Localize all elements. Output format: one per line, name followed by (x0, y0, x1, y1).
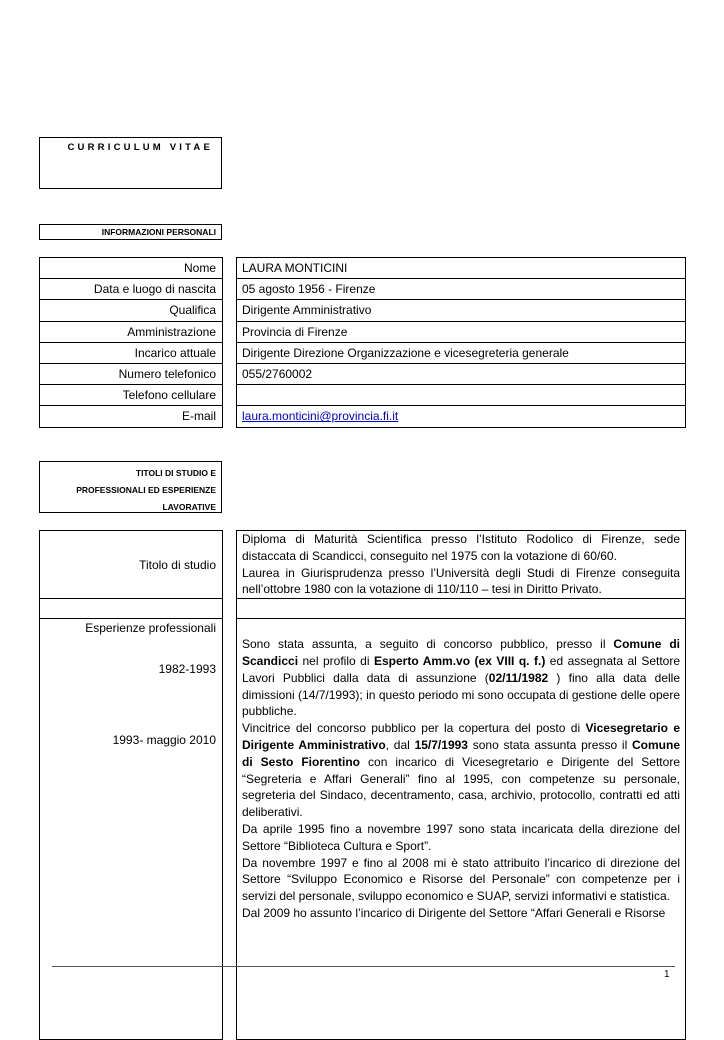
value-incarico: Dirigente Direzione Organizzazione e vicesegreteria generale (237, 342, 686, 363)
label-studio: Titolo di studio (40, 531, 223, 599)
p1-text-a: Sono stata assunta, a seguito di concorso pubblico, presso il (242, 637, 614, 652)
experience-table (39, 530, 686, 1040)
table-row (40, 300, 686, 321)
p2-bold-d: 15/7/1993 (414, 737, 468, 752)
label-experience-cell (40, 619, 223, 1040)
table-row (40, 599, 686, 619)
study-laurea: Laurea in Giurisprudenza presso l’Università degli Studi di Firenze conseguita nell’ottobre 1980 con la votazione di 110/110 – tesi in Diritto Privato. (242, 565, 680, 597)
experience-paragraph: Da novembre 1997 e fino al 2008 mi è stato attribuito l’incarico di direzione del Settore “Sviluppo Economico e Risorse del Personale” con competenze per i servizi del personale, sviluppo economico e SUAP, servizi informativi e statistica. (242, 855, 680, 904)
study-diploma: Diploma di Maturità Scientifica presso l’Istituto Rodolico di Firenze, sede distaccata di Scandicci, conseguito nel 1975 con la votazione di 60/60. (242, 532, 680, 563)
p1-bold-b: Comune di Scandicci (242, 637, 681, 668)
label-qualifica: Qualifica (40, 300, 223, 321)
personal-section-title-rest: NFORMAZIONI PERSONALI (104, 227, 216, 237)
label-incarico: Incarico attuale (40, 342, 223, 363)
label-telefono: Numero telefonico (40, 363, 223, 384)
label-cellulare: Telefono cellulare (40, 385, 223, 406)
page-number: 1 (664, 969, 670, 980)
experience-paragraph (242, 720, 680, 821)
spacer-cell (223, 279, 237, 300)
spacer-cell (223, 258, 237, 279)
table-row (40, 363, 686, 384)
spacer-cell (223, 321, 237, 342)
p1-text-e: ed assegnata al Settore Lavori Pubblici dalla data di assunzione ( (242, 653, 681, 685)
label-email: E-mail (40, 406, 223, 427)
experience-paragraph: Da aprile 1995 fino a novembre 1997 sono stata incaricata della direzione del Settore “Biblioteca Cultura e Sport”. (242, 821, 680, 853)
table-row (40, 406, 686, 427)
cv-title-box (39, 137, 222, 189)
titles-section-line1: ITOLI DI STUDIO E (141, 468, 216, 478)
p1-bold-f: 02/11/1982 (488, 670, 549, 685)
label-experience: Esperienze professionali (85, 621, 216, 636)
spacer-cell (223, 300, 237, 321)
p2-bold-f: Comune di Sesto Fiorentino (242, 737, 681, 769)
table-row (40, 279, 686, 300)
email-link[interactable]: laura.monticini@provincia.fi.it (242, 409, 399, 424)
table-row (40, 321, 686, 342)
p2-bold-b: Vicesegretario e Dirigente Amministrativo (242, 721, 680, 752)
label-nome: Nome (40, 258, 223, 279)
value-amministrazione: Provincia di Firenze (237, 321, 686, 342)
p2-text-e: sono stata assunta presso il (467, 737, 633, 752)
value-telefono: 055/2760002 (237, 363, 686, 384)
titles-section-header (39, 461, 222, 513)
cv-title: CURRICULUM VITAE (67, 142, 213, 153)
titles-section-line3: LAVORATIVE (162, 502, 216, 512)
value-nome: LAURA MONTICINI (237, 258, 686, 279)
table-row (40, 258, 686, 279)
personal-info-table (39, 257, 686, 428)
table-row (40, 531, 686, 599)
personal-section-title (102, 227, 216, 237)
spacer-cell (223, 531, 237, 599)
period-1993-2010: 1993- maggio 2010 (112, 733, 216, 748)
titles-section-initial: T (135, 468, 142, 478)
spacer-cell (223, 385, 237, 406)
value-email-cell (237, 406, 686, 427)
label-amministrazione: Amministrazione (40, 321, 223, 342)
value-cellulare (237, 385, 686, 406)
p2-text-a: Vincitrice del concorso pubblico per la copertura del posto di (242, 721, 586, 736)
p1-bold-d: Esperto Amm.vo (ex VIII q. f.) (374, 653, 546, 668)
label-birth: Data e luogo di nascita (40, 279, 223, 300)
spacer-cell (223, 599, 237, 619)
titles-section-line2: PROFESSIONALI ED ESPERIENZE (76, 485, 216, 495)
spacer-cell (223, 363, 237, 384)
p1-text-c: nel profilo di (298, 653, 374, 668)
p1-text-g: ) fino alla data delle dimissioni (14/7/1993); in questo periodo mi sono occupata di gestione delle opere pubbliche. (242, 670, 681, 719)
value-studio (237, 531, 686, 599)
p2-text-c: , dal (385, 737, 415, 752)
spacer-cell (223, 342, 237, 363)
table-row (40, 342, 686, 363)
empty-cell (40, 599, 223, 619)
period-1982-1993: 1982-1993 (158, 662, 216, 677)
experience-paragraph: Dal 2009 ho assunto l’incarico di Dirigente del Settore “Affari Generali e Risorse (242, 905, 666, 920)
spacer-cell (223, 619, 237, 1040)
footer-divider (52, 966, 675, 967)
personal-section-title-initial: I (101, 227, 105, 237)
value-birth: 05 agosto 1956 - Firenze (237, 279, 686, 300)
experience-paragraph (242, 636, 680, 720)
empty-cell (237, 599, 686, 619)
table-row (40, 619, 686, 1040)
value-qualifica: Dirigente Amministrativo (237, 300, 686, 321)
table-row (40, 385, 686, 406)
p2-text-g: con incarico di Vicesegretario e Dirigente del Settore “Segreteria e Affari Generali” fino al 1995, con competenze su personale, segreteria del Sindaco, decentramento, casa, archivio, protocollo, contratti ed atti deliberativi. (242, 754, 680, 820)
spacer-cell (223, 406, 237, 427)
personal-section-header (39, 224, 222, 240)
titles-section-title (76, 465, 216, 516)
value-experience (237, 619, 686, 1040)
